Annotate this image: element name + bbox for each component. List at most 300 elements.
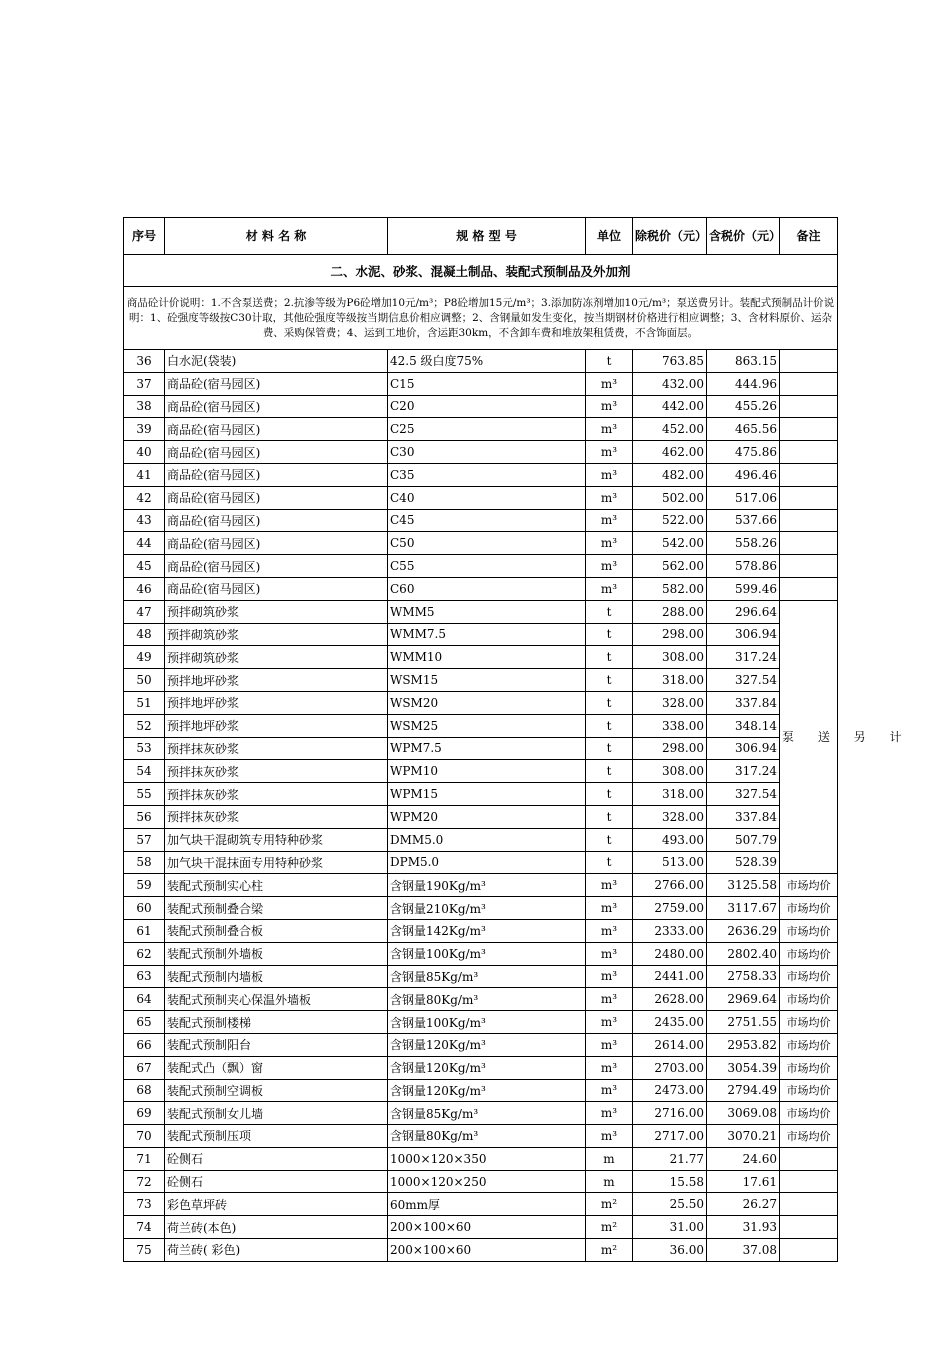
table-row bbox=[124, 395, 838, 418]
table-row bbox=[124, 418, 838, 441]
table-row bbox=[124, 577, 838, 600]
row-price-excl: 2766.00 bbox=[633, 874, 707, 897]
row-remark: 市场均价 bbox=[780, 919, 838, 942]
row-name: 预拌地坪砂浆 bbox=[165, 691, 388, 714]
header-row bbox=[124, 218, 838, 255]
row-remark bbox=[780, 1216, 838, 1239]
row-unit: t bbox=[586, 828, 633, 851]
row-name: 白水泥(袋装) bbox=[165, 350, 388, 373]
row-price-excl: 298.00 bbox=[633, 737, 707, 760]
row-remark bbox=[780, 1239, 838, 1262]
row-price-incl: 17.61 bbox=[707, 1170, 780, 1193]
row-spec: WPM7.5 bbox=[388, 737, 586, 760]
row-unit: m² bbox=[586, 1216, 633, 1239]
row-remark bbox=[780, 555, 838, 578]
table-row bbox=[124, 350, 838, 373]
row-price-excl: 2435.00 bbox=[633, 1011, 707, 1034]
table-row bbox=[124, 1102, 838, 1125]
row-price-excl: 2473.00 bbox=[633, 1079, 707, 1102]
row-no: 49 bbox=[124, 646, 165, 669]
table-row bbox=[124, 805, 838, 828]
table-row bbox=[124, 783, 838, 806]
row-unit: m bbox=[586, 1147, 633, 1170]
row-name: 装配式预制空调板 bbox=[165, 1079, 388, 1102]
row-spec: WMM10 bbox=[388, 646, 586, 669]
row-spec: 含钢量142Kg/m³ bbox=[388, 919, 586, 942]
row-price-incl: 2794.49 bbox=[707, 1079, 780, 1102]
row-name: 装配式预制楼梯 bbox=[165, 1011, 388, 1034]
row-no: 39 bbox=[124, 418, 165, 441]
row-price-excl: 522.00 bbox=[633, 509, 707, 532]
row-price-excl: 513.00 bbox=[633, 851, 707, 874]
row-name: 商品砼(宿马园区) bbox=[165, 463, 388, 486]
row-unit: m³ bbox=[586, 395, 633, 418]
row-price-excl: 318.00 bbox=[633, 783, 707, 806]
row-spec: WSM25 bbox=[388, 714, 586, 737]
row-spec: C55 bbox=[388, 555, 586, 578]
row-remark bbox=[780, 509, 838, 532]
row-price-incl: 2636.29 bbox=[707, 919, 780, 942]
row-spec: 含钢量120Kg/m³ bbox=[388, 1056, 586, 1079]
row-spec: C60 bbox=[388, 577, 586, 600]
row-price-incl: 3125.58 bbox=[707, 874, 780, 897]
row-unit: m³ bbox=[586, 463, 633, 486]
row-spec: WMM5 bbox=[388, 600, 586, 623]
row-spec: C45 bbox=[388, 509, 586, 532]
row-price-excl: 328.00 bbox=[633, 805, 707, 828]
row-spec: C30 bbox=[388, 441, 586, 464]
row-price-excl: 318.00 bbox=[633, 669, 707, 692]
row-unit: t bbox=[586, 646, 633, 669]
row-spec: WPM20 bbox=[388, 805, 586, 828]
row-price-incl: 528.39 bbox=[707, 851, 780, 874]
row-name: 装配式预制阳台 bbox=[165, 1033, 388, 1056]
row-unit: m³ bbox=[586, 942, 633, 965]
row-name: 商品砼(宿马园区) bbox=[165, 577, 388, 600]
row-name: 装配式预制女儿墙 bbox=[165, 1102, 388, 1125]
row-unit: m³ bbox=[586, 1125, 633, 1148]
row-name: 预拌地坪砂浆 bbox=[165, 669, 388, 692]
row-price-incl: 37.08 bbox=[707, 1239, 780, 1262]
row-unit: m³ bbox=[586, 1079, 633, 1102]
row-price-excl: 2717.00 bbox=[633, 1125, 707, 1148]
row-remark bbox=[780, 350, 838, 373]
table-row bbox=[124, 714, 838, 737]
row-spec: 含钢量85Kg/m³ bbox=[388, 1102, 586, 1125]
price-table bbox=[123, 217, 912, 1262]
row-spec: C35 bbox=[388, 463, 586, 486]
row-name: 预拌砌筑砂浆 bbox=[165, 600, 388, 623]
row-remark bbox=[780, 395, 838, 418]
row-unit: m³ bbox=[586, 372, 633, 395]
row-spec: WPM10 bbox=[388, 760, 586, 783]
row-price-incl: 2751.55 bbox=[707, 1011, 780, 1034]
row-price-excl: 452.00 bbox=[633, 418, 707, 441]
row-spec: DPM5.0 bbox=[388, 851, 586, 874]
row-name: 商品砼(宿马园区) bbox=[165, 418, 388, 441]
row-name: 加气块干混砌筑专用特种砂浆 bbox=[165, 828, 388, 851]
header-unit: 单位 bbox=[586, 218, 633, 255]
row-name: 装配式预制压项 bbox=[165, 1125, 388, 1148]
row-remark bbox=[780, 1170, 838, 1193]
row-remark: 市场均价 bbox=[780, 1125, 838, 1148]
row-unit: t bbox=[586, 669, 633, 692]
row-price-excl: 542.00 bbox=[633, 532, 707, 555]
row-price-incl: 337.84 bbox=[707, 691, 780, 714]
row-spec: 1000×120×350 bbox=[388, 1147, 586, 1170]
table-row bbox=[124, 1011, 838, 1034]
row-name: 预拌抹灰砂浆 bbox=[165, 805, 388, 828]
row-remark: 市场均价 bbox=[780, 1056, 838, 1079]
row-name: 装配式凸（飘）窗 bbox=[165, 1056, 388, 1079]
table-row bbox=[124, 441, 838, 464]
row-price-excl: 25.50 bbox=[633, 1193, 707, 1216]
row-price-incl: 475.86 bbox=[707, 441, 780, 464]
row-spec: 含钢量120Kg/m³ bbox=[388, 1079, 586, 1102]
row-no: 55 bbox=[124, 783, 165, 806]
row-price-incl: 306.94 bbox=[707, 623, 780, 646]
table-row bbox=[124, 1033, 838, 1056]
row-no: 45 bbox=[124, 555, 165, 578]
table-row bbox=[124, 1056, 838, 1079]
row-price-excl: 338.00 bbox=[633, 714, 707, 737]
row-remark bbox=[780, 372, 838, 395]
pump-fee-remark: 泵 送 另 计 bbox=[780, 600, 838, 874]
row-name: 预拌砌筑砂浆 bbox=[165, 646, 388, 669]
row-unit: t bbox=[586, 760, 633, 783]
row-spec: C20 bbox=[388, 395, 586, 418]
row-no: 63 bbox=[124, 965, 165, 988]
row-unit: m bbox=[586, 1170, 633, 1193]
row-price-excl: 2480.00 bbox=[633, 942, 707, 965]
row-unit: m³ bbox=[586, 1102, 633, 1125]
row-remark bbox=[780, 577, 838, 600]
row-spec: WPM15 bbox=[388, 783, 586, 806]
row-remark: 市场均价 bbox=[780, 1011, 838, 1034]
row-remark bbox=[780, 486, 838, 509]
row-no: 53 bbox=[124, 737, 165, 760]
row-spec: 含钢量80Kg/m³ bbox=[388, 988, 586, 1011]
row-price-incl: 507.79 bbox=[707, 828, 780, 851]
row-remark: 市场均价 bbox=[780, 942, 838, 965]
row-price-excl: 562.00 bbox=[633, 555, 707, 578]
row-price-excl: 482.00 bbox=[633, 463, 707, 486]
table-row bbox=[124, 851, 838, 874]
row-unit: m³ bbox=[586, 988, 633, 1011]
row-no: 42 bbox=[124, 486, 165, 509]
row-spec: 200×100×60 bbox=[388, 1239, 586, 1262]
row-price-incl: 337.84 bbox=[707, 805, 780, 828]
row-price-incl: 2953.82 bbox=[707, 1033, 780, 1056]
row-unit: m³ bbox=[586, 897, 633, 920]
row-unit: m³ bbox=[586, 1056, 633, 1079]
table-row bbox=[124, 1239, 838, 1262]
row-remark: 市场均价 bbox=[780, 1102, 838, 1125]
table-row bbox=[124, 942, 838, 965]
row-name: 装配式预制外墙板 bbox=[165, 942, 388, 965]
table-row bbox=[124, 691, 838, 714]
row-price-incl: 26.27 bbox=[707, 1193, 780, 1216]
row-price-excl: 2716.00 bbox=[633, 1102, 707, 1125]
header-price-incl: 含税价（元） bbox=[707, 218, 780, 255]
table-row bbox=[124, 555, 838, 578]
row-price-incl: 3069.08 bbox=[707, 1102, 780, 1125]
pricing-note: 商品砼计价说明：1.不含泵送费；2.抗渗等级为P6砼增加10元/m³；P8砼增加15元/m³；3.添加防冻剂增加10元/m³；泵送费另计。装配式预制品计价说明：1、砼强度等级按C30计取，其他砼强度等级按当期信息价相应调整；2、含钢量如发生变化，按当期钢材价格进行相应调整；3、含材料原价、运杂费、采购保管费；4、运到工地价，含运距30km，不含卸车费和堆放架租赁费，不含饰面层。 bbox=[124, 287, 838, 350]
row-price-excl: 2614.00 bbox=[633, 1033, 707, 1056]
row-spec: WSM20 bbox=[388, 691, 586, 714]
row-no: 68 bbox=[124, 1079, 165, 1102]
table-row bbox=[124, 988, 838, 1011]
row-no: 47 bbox=[124, 600, 165, 623]
row-name: 预拌抹灰砂浆 bbox=[165, 760, 388, 783]
row-price-incl: 296.64 bbox=[707, 600, 780, 623]
row-price-incl: 496.46 bbox=[707, 463, 780, 486]
row-unit: m³ bbox=[586, 874, 633, 897]
row-price-incl: 599.46 bbox=[707, 577, 780, 600]
row-name: 荷兰砖(本色) bbox=[165, 1216, 388, 1239]
row-no: 36 bbox=[124, 350, 165, 373]
row-price-incl: 3070.21 bbox=[707, 1125, 780, 1148]
row-name: 装配式预制实心柱 bbox=[165, 874, 388, 897]
row-spec: C40 bbox=[388, 486, 586, 509]
row-remark: 市场均价 bbox=[780, 965, 838, 988]
row-price-excl: 493.00 bbox=[633, 828, 707, 851]
row-name: 装配式预制内墙板 bbox=[165, 965, 388, 988]
row-remark: 市场均价 bbox=[780, 1079, 838, 1102]
row-remark bbox=[780, 441, 838, 464]
row-price-incl: 578.86 bbox=[707, 555, 780, 578]
row-no: 61 bbox=[124, 919, 165, 942]
row-no: 71 bbox=[124, 1147, 165, 1170]
row-spec: 含钢量210Kg/m³ bbox=[388, 897, 586, 920]
row-price-incl: 444.96 bbox=[707, 372, 780, 395]
row-unit: m³ bbox=[586, 919, 633, 942]
header-spec: 规 格 型 号 bbox=[388, 218, 586, 255]
row-price-incl: 2802.40 bbox=[707, 942, 780, 965]
row-no: 40 bbox=[124, 441, 165, 464]
row-spec: C50 bbox=[388, 532, 586, 555]
row-price-excl: 2759.00 bbox=[633, 897, 707, 920]
row-no: 69 bbox=[124, 1102, 165, 1125]
table-row bbox=[124, 828, 838, 851]
row-price-excl: 288.00 bbox=[633, 600, 707, 623]
row-price-incl: 31.93 bbox=[707, 1216, 780, 1239]
row-unit: m³ bbox=[586, 965, 633, 988]
row-no: 54 bbox=[124, 760, 165, 783]
row-no: 74 bbox=[124, 1216, 165, 1239]
table-row bbox=[124, 463, 838, 486]
row-unit: t bbox=[586, 783, 633, 806]
row-unit: t bbox=[586, 805, 633, 828]
row-price-incl: 348.14 bbox=[707, 714, 780, 737]
row-price-incl: 327.54 bbox=[707, 669, 780, 692]
row-spec: 1000×120×250 bbox=[388, 1170, 586, 1193]
row-remark bbox=[780, 463, 838, 486]
row-price-excl: 432.00 bbox=[633, 372, 707, 395]
row-no: 58 bbox=[124, 851, 165, 874]
row-remark bbox=[780, 418, 838, 441]
row-no: 50 bbox=[124, 669, 165, 692]
row-unit: m² bbox=[586, 1239, 633, 1262]
note-row bbox=[124, 287, 838, 350]
row-price-excl: 582.00 bbox=[633, 577, 707, 600]
row-no: 48 bbox=[124, 623, 165, 646]
row-no: 64 bbox=[124, 988, 165, 1011]
row-name: 预拌抹灰砂浆 bbox=[165, 737, 388, 760]
table-row bbox=[124, 737, 838, 760]
row-name: 预拌砌筑砂浆 bbox=[165, 623, 388, 646]
row-no: 51 bbox=[124, 691, 165, 714]
table-row bbox=[124, 965, 838, 988]
row-price-excl: 2703.00 bbox=[633, 1056, 707, 1079]
row-unit: m³ bbox=[586, 577, 633, 600]
row-no: 44 bbox=[124, 532, 165, 555]
row-no: 46 bbox=[124, 577, 165, 600]
row-remark: 市场均价 bbox=[780, 897, 838, 920]
row-price-excl: 442.00 bbox=[633, 395, 707, 418]
row-no: 60 bbox=[124, 897, 165, 920]
row-no: 38 bbox=[124, 395, 165, 418]
row-name: 荷兰砖( 彩色) bbox=[165, 1239, 388, 1262]
row-price-incl: 317.24 bbox=[707, 646, 780, 669]
row-no: 41 bbox=[124, 463, 165, 486]
row-name: 装配式预制叠合板 bbox=[165, 919, 388, 942]
row-spec: C25 bbox=[388, 418, 586, 441]
row-spec: 含钢量190Kg/m³ bbox=[388, 874, 586, 897]
row-no: 62 bbox=[124, 942, 165, 965]
row-unit: t bbox=[586, 623, 633, 646]
row-price-incl: 2969.64 bbox=[707, 988, 780, 1011]
table-row bbox=[124, 1170, 838, 1193]
row-price-excl: 328.00 bbox=[633, 691, 707, 714]
row-spec: 200×100×60 bbox=[388, 1216, 586, 1239]
section-title-row bbox=[124, 255, 838, 287]
row-no: 67 bbox=[124, 1056, 165, 1079]
row-no: 72 bbox=[124, 1170, 165, 1193]
row-price-incl: 306.94 bbox=[707, 737, 780, 760]
row-no: 70 bbox=[124, 1125, 165, 1148]
row-unit: t bbox=[586, 714, 633, 737]
row-spec: 42.5 级白度75% bbox=[388, 350, 586, 373]
row-remark bbox=[780, 1193, 838, 1216]
row-unit: t bbox=[586, 600, 633, 623]
table-row bbox=[124, 532, 838, 555]
row-unit: t bbox=[586, 350, 633, 373]
row-name: 砼侧石 bbox=[165, 1147, 388, 1170]
row-unit: m³ bbox=[586, 486, 633, 509]
header-remark: 备注 bbox=[780, 218, 838, 255]
row-remark: 市场均价 bbox=[780, 1033, 838, 1056]
row-no: 75 bbox=[124, 1239, 165, 1262]
row-price-excl: 308.00 bbox=[633, 646, 707, 669]
table-row bbox=[124, 1193, 838, 1216]
row-price-excl: 36.00 bbox=[633, 1239, 707, 1262]
table-row bbox=[124, 919, 838, 942]
row-spec: DMM5.0 bbox=[388, 828, 586, 851]
row-unit: m³ bbox=[586, 509, 633, 532]
header-name: 材 料 名 称 bbox=[165, 218, 388, 255]
row-price-incl: 558.26 bbox=[707, 532, 780, 555]
row-price-incl: 455.26 bbox=[707, 395, 780, 418]
header-price-excl: 除税价（元） bbox=[633, 218, 707, 255]
row-spec: 含钢量85Kg/m³ bbox=[388, 965, 586, 988]
row-name: 彩色草坪砖 bbox=[165, 1193, 388, 1216]
row-price-incl: 317.24 bbox=[707, 760, 780, 783]
row-spec: WMM7.5 bbox=[388, 623, 586, 646]
row-remark: 市场均价 bbox=[780, 988, 838, 1011]
row-name: 商品砼(宿马园区) bbox=[165, 509, 388, 532]
row-unit: t bbox=[586, 737, 633, 760]
row-price-incl: 2758.33 bbox=[707, 965, 780, 988]
row-name: 装配式预制叠合梁 bbox=[165, 897, 388, 920]
row-no: 57 bbox=[124, 828, 165, 851]
row-no: 52 bbox=[124, 714, 165, 737]
row-price-excl: 2628.00 bbox=[633, 988, 707, 1011]
row-unit: t bbox=[586, 851, 633, 874]
row-price-incl: 465.56 bbox=[707, 418, 780, 441]
row-price-incl: 517.06 bbox=[707, 486, 780, 509]
table-row bbox=[124, 646, 838, 669]
row-remark bbox=[780, 1147, 838, 1170]
row-spec: 含钢量100Kg/m³ bbox=[388, 942, 586, 965]
row-price-incl: 537.66 bbox=[707, 509, 780, 532]
row-unit: t bbox=[586, 691, 633, 714]
row-spec: C15 bbox=[388, 372, 586, 395]
row-price-incl: 327.54 bbox=[707, 783, 780, 806]
row-name: 装配式预制夹心保温外墙板 bbox=[165, 988, 388, 1011]
table-row bbox=[124, 600, 838, 623]
header-no: 序号 bbox=[124, 218, 165, 255]
row-price-incl: 3054.39 bbox=[707, 1056, 780, 1079]
table-row bbox=[124, 509, 838, 532]
row-price-excl: 2333.00 bbox=[633, 919, 707, 942]
row-no: 66 bbox=[124, 1033, 165, 1056]
row-spec: WSM15 bbox=[388, 669, 586, 692]
table-row bbox=[124, 874, 838, 897]
row-name: 商品砼(宿马园区) bbox=[165, 555, 388, 578]
table-row bbox=[124, 486, 838, 509]
row-unit: m³ bbox=[586, 418, 633, 441]
row-name: 预拌抹灰砂浆 bbox=[165, 783, 388, 806]
row-unit: m³ bbox=[586, 555, 633, 578]
row-name: 商品砼(宿马园区) bbox=[165, 395, 388, 418]
section-title: 二、水泥、砂浆、混凝土制品、装配式预制品及外加剂 bbox=[124, 255, 838, 287]
row-unit: m³ bbox=[586, 1011, 633, 1034]
row-name: 商品砼(宿马园区) bbox=[165, 532, 388, 555]
row-remark bbox=[780, 532, 838, 555]
row-name: 预拌地坪砂浆 bbox=[165, 714, 388, 737]
table-row bbox=[124, 1079, 838, 1102]
row-name: 商品砼(宿马园区) bbox=[165, 441, 388, 464]
table-row bbox=[124, 1216, 838, 1239]
row-spec: 含钢量120Kg/m³ bbox=[388, 1033, 586, 1056]
row-name: 商品砼(宿马园区) bbox=[165, 372, 388, 395]
row-price-excl: 2441.00 bbox=[633, 965, 707, 988]
row-no: 65 bbox=[124, 1011, 165, 1034]
row-name: 商品砼(宿马园区) bbox=[165, 486, 388, 509]
row-price-excl: 298.00 bbox=[633, 623, 707, 646]
row-price-excl: 15.58 bbox=[633, 1170, 707, 1193]
table-row bbox=[124, 1147, 838, 1170]
table-row bbox=[124, 1125, 838, 1148]
table-row bbox=[124, 372, 838, 395]
row-price-excl: 502.00 bbox=[633, 486, 707, 509]
row-price-incl: 24.60 bbox=[707, 1147, 780, 1170]
row-unit: m³ bbox=[586, 1033, 633, 1056]
row-price-excl: 462.00 bbox=[633, 441, 707, 464]
row-remark: 市场均价 bbox=[780, 874, 838, 897]
row-no: 37 bbox=[124, 372, 165, 395]
